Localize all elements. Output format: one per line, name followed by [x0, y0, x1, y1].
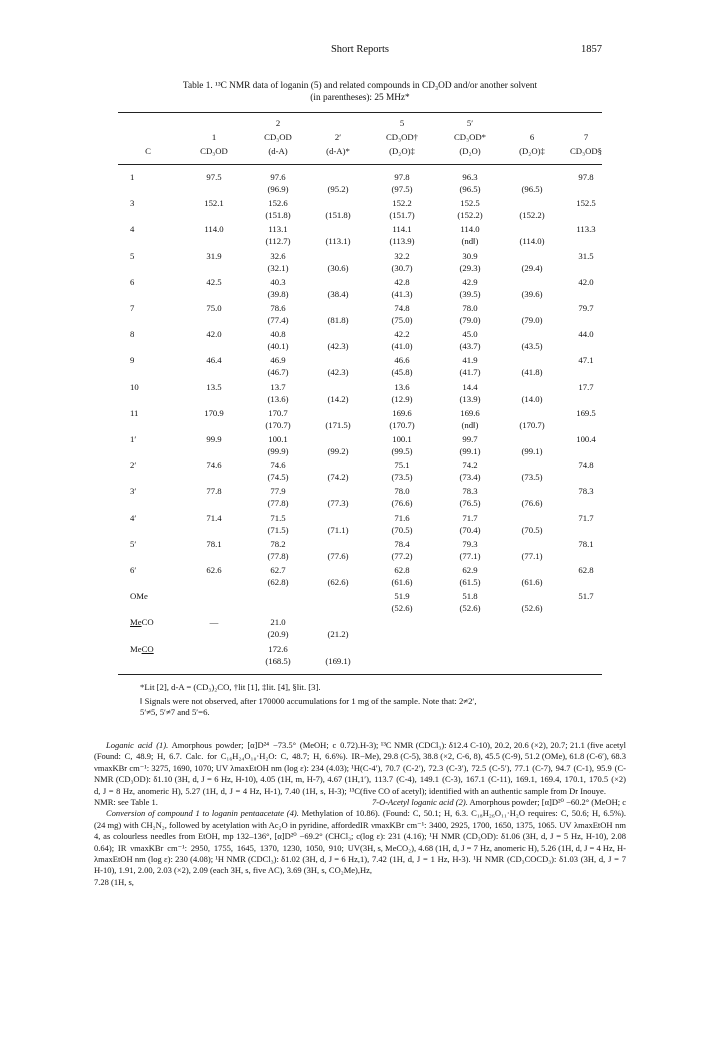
table-cell: 45.0 [462, 329, 478, 340]
table-cell: 97.6 [270, 172, 286, 182]
table-cell-alt-solvent: (171.5) [325, 419, 351, 430]
footnote-refs: *Lit [2], d-A = (CD₃)₂CO, †lit [1], ‡lit. [4], §lit. [3]. [140, 682, 321, 692]
table-cell-alt-solvent: (52.6) [521, 603, 543, 614]
table-cell: 152.5 [460, 198, 480, 209]
page-header [118, 44, 602, 58]
row-label: 5′ [130, 538, 137, 549]
footnote-signals-cont: 5′≠5, 5′≠7 and 5′=6. [140, 707, 210, 717]
table-cell-alt-solvent: (41.8) [521, 367, 543, 378]
row-label: 1 [130, 172, 135, 182]
table-cell-alt-solvent: (77.1) [459, 550, 481, 561]
table-body [118, 172, 602, 668]
column-header-2-line-2: CD₃OD [264, 132, 292, 142]
table-cell: 99.7 [462, 434, 478, 444]
table-cell-alt-solvent: (30.6) [327, 262, 349, 273]
row-label [130, 617, 154, 627]
table-cell: 42.0 [206, 329, 222, 340]
column-header-7-line-3: CD₃OD§ [570, 146, 602, 156]
table-cell: 97.5 [206, 172, 222, 182]
row-label: OMe [130, 591, 148, 602]
body-column-left [94, 740, 360, 888]
paragraph-text: Methylation of 1 (24 mg) with CH₂N₂, followed by acetylation with Ac₂O in pyridine, afforded 4, as colourless needles from EtOH, mp 132–136°, [α]D²⁰ −69.2° (CHCl₃; c 0.64); IR νmaxKBr cm⁻¹: 2950, 1755, 1645, 1370, 1230, 1050, 910; UV λmaxEtOH nm (log ε): 230 (4.08); ¹H NMR (CDCl₃): δ1.02 (3H, d, J = 6 Hz, H-10), 1.91, 2.00, 2.03 (×2), 2.09 (each 3H, s, five AC), 3.69 (3H, s, CO₂Me), 7.28 (1H, s, [94, 808, 360, 887]
table-cell-alt-solvent: (39.6) [521, 288, 543, 299]
table-cell-alt-solvent: (21.2) [327, 629, 349, 640]
table-header [118, 118, 602, 162]
column-header-6-line-3: (D₂O)‡ [519, 146, 545, 156]
table-cell-alt-solvent: (43.7) [459, 341, 481, 352]
running-title: Short Reports [330, 44, 390, 55]
row-label-underlined: Me [130, 617, 142, 628]
table-cell: 97.8 [578, 172, 594, 182]
table-cell: 114.0 [460, 224, 480, 235]
table-cell: 42.0 [578, 276, 594, 287]
row-label: 1′ [130, 434, 137, 444]
table-cell-alt-solvent: (14.2) [327, 393, 349, 404]
column-header-0-line-3: C [145, 146, 151, 156]
row-label-underlined: CO [141, 643, 154, 654]
table-cell: 169.6 [392, 407, 412, 418]
table-cell-alt-solvent: (29.4) [521, 262, 543, 273]
column-header-2-line-3: (d-A) [268, 146, 288, 156]
table-cell: 41.9 [462, 355, 478, 366]
table-cell: 79.3 [462, 538, 478, 549]
table-cell-alt-solvent: (71.5) [267, 524, 289, 535]
table-cell-alt-solvent: (70.5) [391, 524, 413, 535]
table-cell: 113.1 [268, 224, 288, 235]
footnote-signals: ‖ Signals were not observed, after 170000 accumulations for 1 mg of the sample. Note that: 2≠2′, [140, 695, 477, 706]
table-cell: 62.7 [270, 565, 286, 575]
row-label: 2′ [130, 460, 137, 471]
row-label: 3′ [130, 486, 137, 497]
table-cell-alt-solvent: (151.8) [265, 210, 291, 221]
table-cell-alt-solvent: (73.4) [459, 472, 481, 483]
table-cell-alt-solvent: (14.0) [521, 393, 543, 404]
column-header-5-line-1: 5′ [466, 118, 474, 128]
table-cell: 78.1 [206, 538, 222, 549]
table-cell: 100.1 [268, 434, 288, 444]
table-cell-alt-solvent: (77.6) [327, 550, 349, 561]
table-cell: 114.0 [204, 224, 224, 235]
table-cell: 42.2 [394, 329, 410, 340]
table-cell: 71.7 [462, 512, 478, 523]
table-cell-alt-solvent: (76.6) [521, 498, 543, 509]
table-cell: 100.4 [576, 434, 596, 444]
table-cell-alt-solvent: (41.0) [391, 341, 413, 352]
row-label: 9 [130, 355, 135, 366]
table-cell: 17.7 [578, 381, 594, 392]
table-cell-alt-solvent: (73.5) [391, 472, 413, 483]
table-cell-alt-solvent: (77.3) [327, 498, 349, 509]
table-cell-alt-solvent: (97.5) [391, 184, 413, 194]
table-cell-alt-solvent: (152.2) [519, 210, 545, 221]
table-cell-alt-solvent: (169.1) [325, 655, 351, 666]
table-cell-alt-solvent: (170.7) [519, 419, 545, 430]
table-cell-alt-solvent: (99.9) [267, 446, 289, 456]
paragraph-text: H-3); ¹³C NMR (CDCl₃): δ12.4 C-10), 20.2, 20.6 (×2), 20.7; 21.1 (five acetyl −Me), 29.8 (C-5), 38.8 (×2, C-6, 8), 45.5 (C-9), 51.2 (OMe), 61.8 (C-6′), 68.3 (C-4′), 70.7 (C-2′), 72.3 (C-3′), 72.5 (C-5′), 77.1 (C-7), 94.7 (C-1), 95.9 (C-1′), 113.7 (C-4), 149.1 (C-3), 167.1 (C-11), 169.1, 169.4, 170.1, 170.5 (×2) (five CO of acetyl); identified with an authentic sample from Dr Inouye. [360, 740, 626, 796]
table-cell: 32.6 [270, 250, 286, 261]
table-cell: 14.4 [462, 381, 478, 392]
table-cell: 46.9 [270, 355, 286, 366]
table-cell-alt-solvent: (76.5) [459, 498, 481, 509]
table-cell: 74.8 [578, 460, 594, 471]
table-caption [118, 80, 602, 104]
row-label: 4 [130, 224, 135, 235]
table-cell-alt-solvent: (114.0) [519, 236, 545, 247]
row-label: 11 [130, 407, 139, 418]
table-cell: 114.1 [392, 224, 412, 235]
table-cell: 44.0 [578, 329, 594, 340]
table-cell-alt-solvent: (45.8) [391, 367, 413, 378]
column-header-4-line-2: CD₃OD† [386, 132, 418, 142]
table-cell: 13.7 [270, 381, 286, 392]
table-cell: 71.6 [394, 512, 410, 523]
page-number: 1857 [581, 44, 602, 55]
table-cell-alt-solvent: (113.9) [389, 236, 415, 247]
table-cell-alt-solvent: (99.2) [327, 446, 349, 456]
table-cell-alt-solvent: (168.5) [265, 655, 291, 666]
row-label: 3 [130, 198, 135, 209]
table-cell-alt-solvent: (95.2) [327, 184, 349, 194]
table-cell: 152.6 [268, 198, 288, 209]
column-header-4-line-3: (D₂O)‡ [389, 146, 415, 156]
table-cell: 31.5 [578, 250, 594, 261]
table-cell: 78.0 [462, 303, 478, 313]
table-cell: 51.8 [462, 591, 478, 602]
table-cell: 42.9 [462, 276, 478, 287]
table-cell-alt-solvent: (77.8) [267, 550, 289, 561]
column-header-1-line-2: 1 [211, 132, 217, 142]
paragraph-runin-heading: 7-O-Acetyl loganic acid (2). [372, 797, 468, 808]
table-cell-alt-solvent: (81.8) [327, 315, 349, 325]
column-header-3-line-3: (d-A)* [326, 146, 350, 156]
table-cell: 78.2 [270, 538, 286, 549]
table-cell: 62.8 [578, 565, 594, 575]
table-cell-alt-solvent: (170.7) [389, 419, 415, 430]
table-cell-alt-solvent: (79.0) [521, 315, 543, 325]
table-cell-alt-solvent: (20.9) [267, 629, 289, 640]
table-header-rule [118, 164, 602, 165]
table-cell-alt-solvent: (99.5) [391, 446, 413, 456]
table-cell-alt-solvent: (77.2) [391, 550, 413, 561]
table-cell: 30.9 [462, 250, 478, 261]
table-cell: 74.6 [206, 460, 222, 471]
table-cell: 71.5 [270, 512, 286, 523]
column-header-2-line-1: 2 [275, 118, 281, 128]
table-cell: 170.7 [268, 407, 288, 418]
table-cell: 75.1 [394, 460, 410, 471]
table-cell: 113.3 [576, 224, 596, 235]
table-cell: 21.0 [270, 617, 286, 628]
table-cell-alt-solvent: (74.5) [267, 472, 289, 483]
table-cell: 97.8 [394, 172, 410, 182]
table-cell-alt-solvent: (40.1) [267, 341, 289, 352]
row-label-part: CO [141, 617, 154, 628]
row-label: 8 [130, 329, 135, 340]
table-cell-alt-solvent: (42.3) [327, 367, 349, 378]
table-cell: 152.1 [204, 198, 224, 209]
table-cell: 42.8 [394, 276, 410, 287]
table-caption-line-2: (in parentheses): 25 MHz* [310, 93, 410, 103]
table-cell-alt-solvent: (38.4) [327, 288, 349, 299]
table-cell-alt-solvent: (96.5) [459, 184, 481, 194]
table-cell: 75.0 [206, 303, 222, 313]
row-label: 7 [130, 303, 135, 313]
table-cell-alt-solvent: (61.5) [459, 577, 481, 587]
table-cell: 71.7 [578, 512, 594, 523]
table-cell: 13.5 [206, 381, 222, 392]
paragraph-text: Amorphous powder; [α]D²⁴ −73.5° (MeOH; c 0.72). (Found: C, 48.9; H, 6.7. Calc. for C₁₆H₂₄O₁₀·H₂O: C, 48.7; H, 6.6%). IR νmaxKBr cm⁻¹: 3275, 1690, 1070; UV λmaxEtOH nm (log ε): 234 (4.03); ¹H NMR (CD₃OD): δ1.10 (3H, d, J = 6 Hz, H-10), 4.05 (1H, m, H-7), 4.67 (1H, d, J = 8 Hz, anomeric H), 5.27 (1H, d, J = 4 Hz, H-1), 7.40 (1H, s, H-3); ¹³C NMR: see Table 1. [94, 740, 360, 808]
table-cell-alt-solvent: (77.8) [267, 498, 289, 509]
table-cell: 99.9 [206, 434, 222, 444]
table-cell-alt-solvent: (73.5) [521, 472, 543, 483]
table-cell: 32.2 [394, 250, 410, 261]
table-cell-alt-solvent: (46.7) [267, 367, 289, 378]
table-cell: 77.8 [206, 486, 222, 497]
table-cell-alt-solvent: (112.7) [265, 236, 291, 247]
table-cell-alt-solvent: (99.1) [459, 446, 481, 456]
table-cell-alt-solvent: (12.9) [391, 393, 413, 404]
table-cell: 96.3 [462, 172, 478, 182]
table-cell-alt-solvent: (170.7) [265, 419, 291, 430]
table-cell: 152.5 [576, 198, 596, 209]
table-cell: 169.6 [460, 407, 480, 418]
table-cell-alt-solvent: (32.1) [267, 262, 289, 273]
table-cell: 77.9 [270, 486, 286, 497]
table-cell: 47.1 [578, 355, 594, 366]
row-label: 6 [130, 276, 135, 287]
table-cell-alt-solvent: (70.5) [521, 524, 543, 535]
table-cell-alt-solvent: (77.4) [267, 315, 289, 325]
row-label: 6′ [130, 565, 137, 575]
table-cell-alt-solvent: (52.6) [459, 603, 481, 614]
table-cell-alt-solvent: (52.6) [391, 603, 413, 614]
table-cell-alt-solvent: (42.3) [327, 341, 349, 352]
table-cell-alt-solvent: (39.5) [459, 288, 481, 299]
table-cell-alt-solvent: (113.1) [325, 236, 351, 247]
table-cell: 170.9 [204, 407, 224, 418]
table-cell-alt-solvent: (41.3) [391, 288, 413, 299]
table-cell: 78.1 [578, 538, 594, 549]
table-cell-alt-solvent: (29.3) [459, 262, 481, 273]
table-cell: 51.9 [394, 591, 410, 602]
table-cell-alt-solvent: (77.1) [521, 550, 543, 561]
table-cell-alt-solvent: (71.1) [327, 524, 349, 535]
row-label: 4′ [130, 512, 137, 523]
table-cell-alt-solvent: (79.0) [459, 315, 481, 325]
row-label [130, 644, 154, 654]
table-cell: 74.6 [270, 460, 286, 471]
table-cell: 78.3 [462, 486, 478, 497]
table-cell: 74.2 [462, 460, 478, 471]
table-cell: 78.3 [578, 486, 594, 497]
table-cell-alt-solvent: (62.8) [267, 577, 289, 587]
body-column-right [360, 740, 626, 877]
table-cell: 62.9 [462, 565, 478, 575]
table-cell: 51.7 [578, 591, 594, 602]
row-label: 10 [130, 381, 139, 392]
table-cell: 172.6 [268, 643, 288, 654]
column-header-3-line-2: 2′ [334, 132, 342, 142]
table-cell-alt-solvent: (151.7) [389, 210, 415, 221]
column-header-5-line-3: (D₂O) [459, 146, 481, 156]
table-cell: 169.5 [576, 407, 596, 418]
table-cell: 13.6 [394, 381, 410, 392]
table-cell-alt-solvent: (13.6) [267, 393, 289, 404]
column-header-4-line-1: 5 [399, 118, 405, 128]
table-cell: 71.4 [206, 512, 222, 523]
table-cell-alt-solvent: (152.2) [457, 210, 483, 221]
table-top-rule [118, 112, 602, 113]
column-header-1-line-3: CD₃OD [200, 146, 228, 156]
table-cell-alt-solvent: (96.5) [521, 184, 543, 194]
table-cell: 62.6 [206, 565, 222, 575]
table-cell: 100.1 [392, 434, 412, 444]
table-cell-alt-solvent: (61.6) [391, 577, 413, 587]
body-paragraph [94, 808, 360, 888]
table-cell: 62.8 [394, 565, 410, 575]
table-cell-alt-solvent: (nd‖) [461, 236, 479, 247]
row-label: 5 [130, 250, 135, 261]
body-paragraph [360, 797, 626, 877]
table-cell-alt-solvent: (61.6) [521, 577, 543, 587]
body-paragraph [94, 740, 360, 808]
table-cell: 40.3 [270, 276, 286, 287]
table-cell: 78.0 [394, 486, 410, 497]
table-cell-alt-solvent: (13.9) [459, 393, 481, 404]
table-cell: 46.4 [206, 355, 222, 366]
table-cell: 78.6 [270, 303, 286, 313]
table-cell: 31.9 [206, 250, 222, 261]
table-footnotes [140, 682, 602, 719]
table-cell-alt-solvent: (75.0) [391, 315, 413, 325]
row-label-part: Me [130, 643, 142, 654]
table-cell: 78.4 [394, 538, 410, 549]
table-cell-alt-solvent: (74.2) [327, 472, 349, 483]
table-cell-alt-solvent: (41.7) [459, 367, 481, 378]
body-paragraph [360, 740, 626, 797]
table-cell-alt-solvent: (62.6) [327, 577, 349, 587]
table-cell: 42.5 [206, 276, 222, 287]
table-cell-alt-solvent: (96.9) [267, 184, 289, 194]
table-cell: — [209, 617, 219, 628]
table-cell-alt-solvent: (70.4) [459, 524, 481, 535]
column-header-6-line-2: 6 [529, 132, 535, 142]
paragraph-text: Amorphous powder; [α]D²⁰ −60.2° (MeOH; c 0.86). (Found: C, 50.1; H, 6.3. C₁₈H₂₆O₁₁·H₂O requires: C, 50.6; H, 6.5%). IR νmaxKBr cm⁻¹: 3400, 2925, 1700, 1650, 1375, 1065. UV λmaxEtOH nm (log ε): 231 (4.16); ¹H NMR (CD₃OD): δ1.06 (3H, d, J = 5 Hz, H-10), 2.08 (3H, s, MeCO₂), 4.68 (1H, d, J = 7 Hz, anomeric H), 5.26 (1H, d, J = 4 Hz, H-1), 7.42 (1H, d, J = 1 Hz, H-3). ¹H NMR (CD₃COCD₃): δ1.03 (3H, d, J = 7 Hz, [360, 797, 626, 876]
table-cell-alt-solvent: (99.1) [521, 446, 543, 456]
table-cell-alt-solvent: (nd‖) [461, 419, 479, 430]
paragraph-runin-heading: Loganic acid (1). [106, 740, 169, 750]
table-cell-alt-solvent: (30.7) [391, 262, 413, 273]
column-header-7-line-2: 7 [583, 132, 589, 142]
table-cell: 79.7 [578, 303, 594, 313]
table-cell-alt-solvent: (39.8) [267, 288, 289, 299]
table-bottom-rule [118, 674, 602, 675]
table-cell-alt-solvent: (76.6) [391, 498, 413, 509]
paragraph-runin-heading: Conversion of compound 1 to loganin pentaacetate (4). [106, 808, 299, 819]
table-caption-line-1: Table 1. ¹³C NMR data of loganin (5) and related compounds in CD₃OD and/or another solvent [182, 81, 538, 91]
table-cell-alt-solvent: (43.5) [521, 341, 543, 352]
column-header-5-line-2: CD₃OD* [454, 132, 486, 142]
table-cell: 152.2 [392, 198, 412, 209]
table-cell: 74.8 [394, 303, 410, 313]
table-cell-alt-solvent: (151.8) [325, 210, 351, 221]
table-cell: 46.6 [394, 355, 410, 366]
table-cell: 40.8 [270, 329, 286, 340]
